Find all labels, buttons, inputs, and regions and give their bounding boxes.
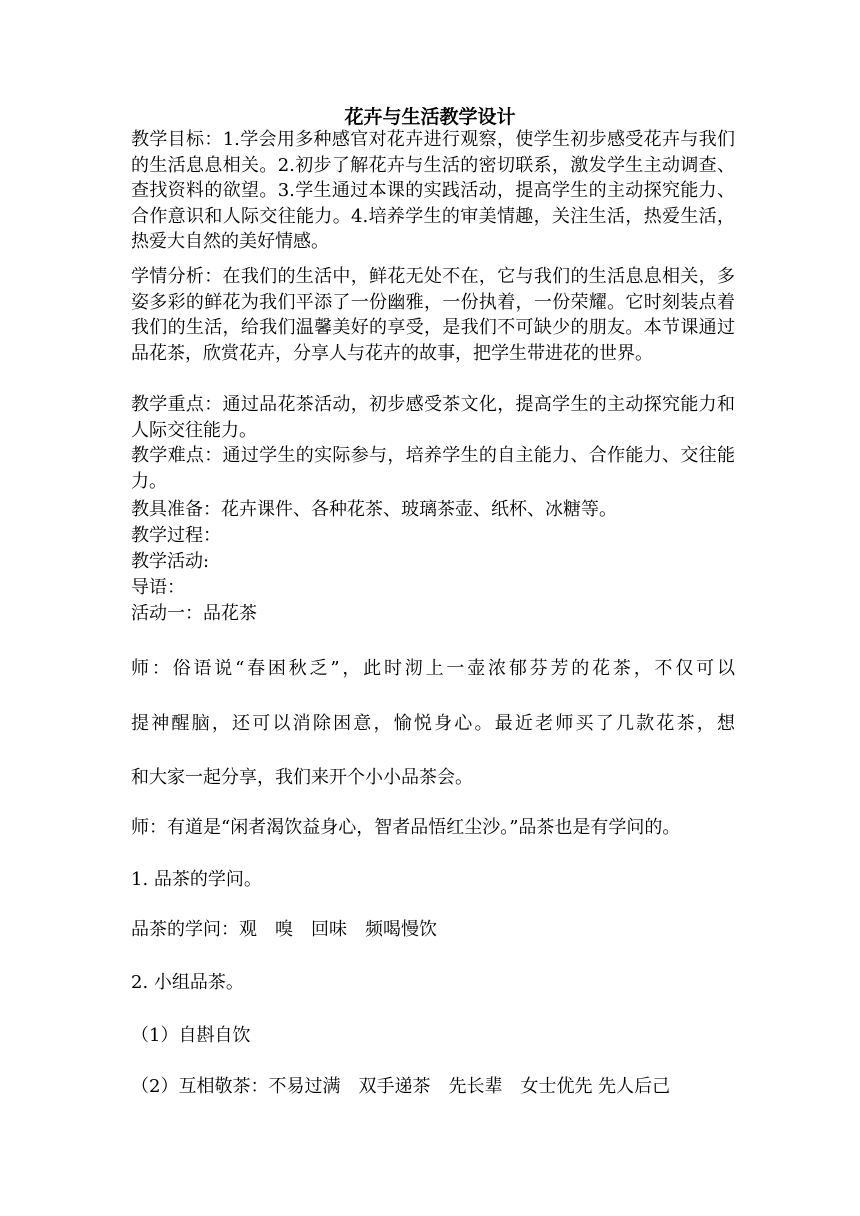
key-points-paragraph: 教学重点：通过品花茶活动，初步感受茶文化，提高学生的主动探究能力和人际交往能力。 — [131, 394, 735, 441]
intro-label: 导语： — [131, 577, 185, 598]
materials-line: 教具准备：花卉课件、各种花茶、玻璃茶壶、纸杯、冰糖等。 — [131, 499, 617, 520]
activity-label: 教学活动: — [131, 551, 210, 572]
teacher-line-1: 师：俗语说“春困秋乏”，此时沏上一壶浓郁芬芳的花茶，不仅可以 — [131, 658, 735, 679]
difficulties-paragraph: 教学难点：通过学生的实际参与，培养学生的自主能力、合作能力、交往能力。 — [131, 445, 735, 492]
teacher-quote-paragraph: 师：有道是“闲者渴饮益身心，智者品悟红尘沙。”品茶也是有学问的。 — [131, 817, 681, 838]
activity-one-heading: 活动一：品花茶 — [131, 603, 257, 624]
sub-item-2: （2）互相敬茶：不易过满 双手递茶 先长辈 女士优先 先人后己 — [131, 1076, 671, 1097]
objectives-paragraph: 教学目标：1.学会用多种感官对花卉进行观察，使学生初步感受花卉与我们的生活息息相关。2.初步了解花卉与生活的密切联系，激发学生主动调查、查找资料的欲望。3.学生通过本课的实践活动，提高学生的主动探究能力、合作意识和人际交往能力。4.培养学生的审美情趣，关注生活，热爱生活，热爱大自然的美好情感。 — [131, 129, 735, 253]
teacher-line-3: 和大家一起分享，我们来开个小小品茶会。 — [131, 767, 473, 788]
item-1: 1. 品茶的学问。 — [131, 869, 262, 890]
item-2: 2. 小组品茶。 — [131, 972, 244, 993]
process-label: 教学过程： — [131, 525, 221, 546]
tea-knowledge-line: 品茶的学问：观 嗅 回味 频喝慢饮 — [131, 919, 437, 940]
sub-item-1: （1）自斟自饮 — [131, 1025, 251, 1046]
teacher-line-2: 提神醒脑，还可以消除困意，愉悦身心。最近老师买了几款花茶，想 — [131, 713, 735, 734]
analysis-paragraph: 学情分析：在我们的生活中，鲜花无处不在，它与我们的生活息息相关，多姿多彩的鲜花为我们平添了一份幽雅，一份执着，一份荣耀。它时刻装点着我们的生活，给我们温馨美好的享受，是我们不可缺少的朋友。本节课通过品花茶，欣赏花卉，分享人与花卉的故事，把学生带进花的世界。 — [131, 266, 735, 364]
document-title: 花卉与生活教学设计 — [344, 106, 516, 128]
